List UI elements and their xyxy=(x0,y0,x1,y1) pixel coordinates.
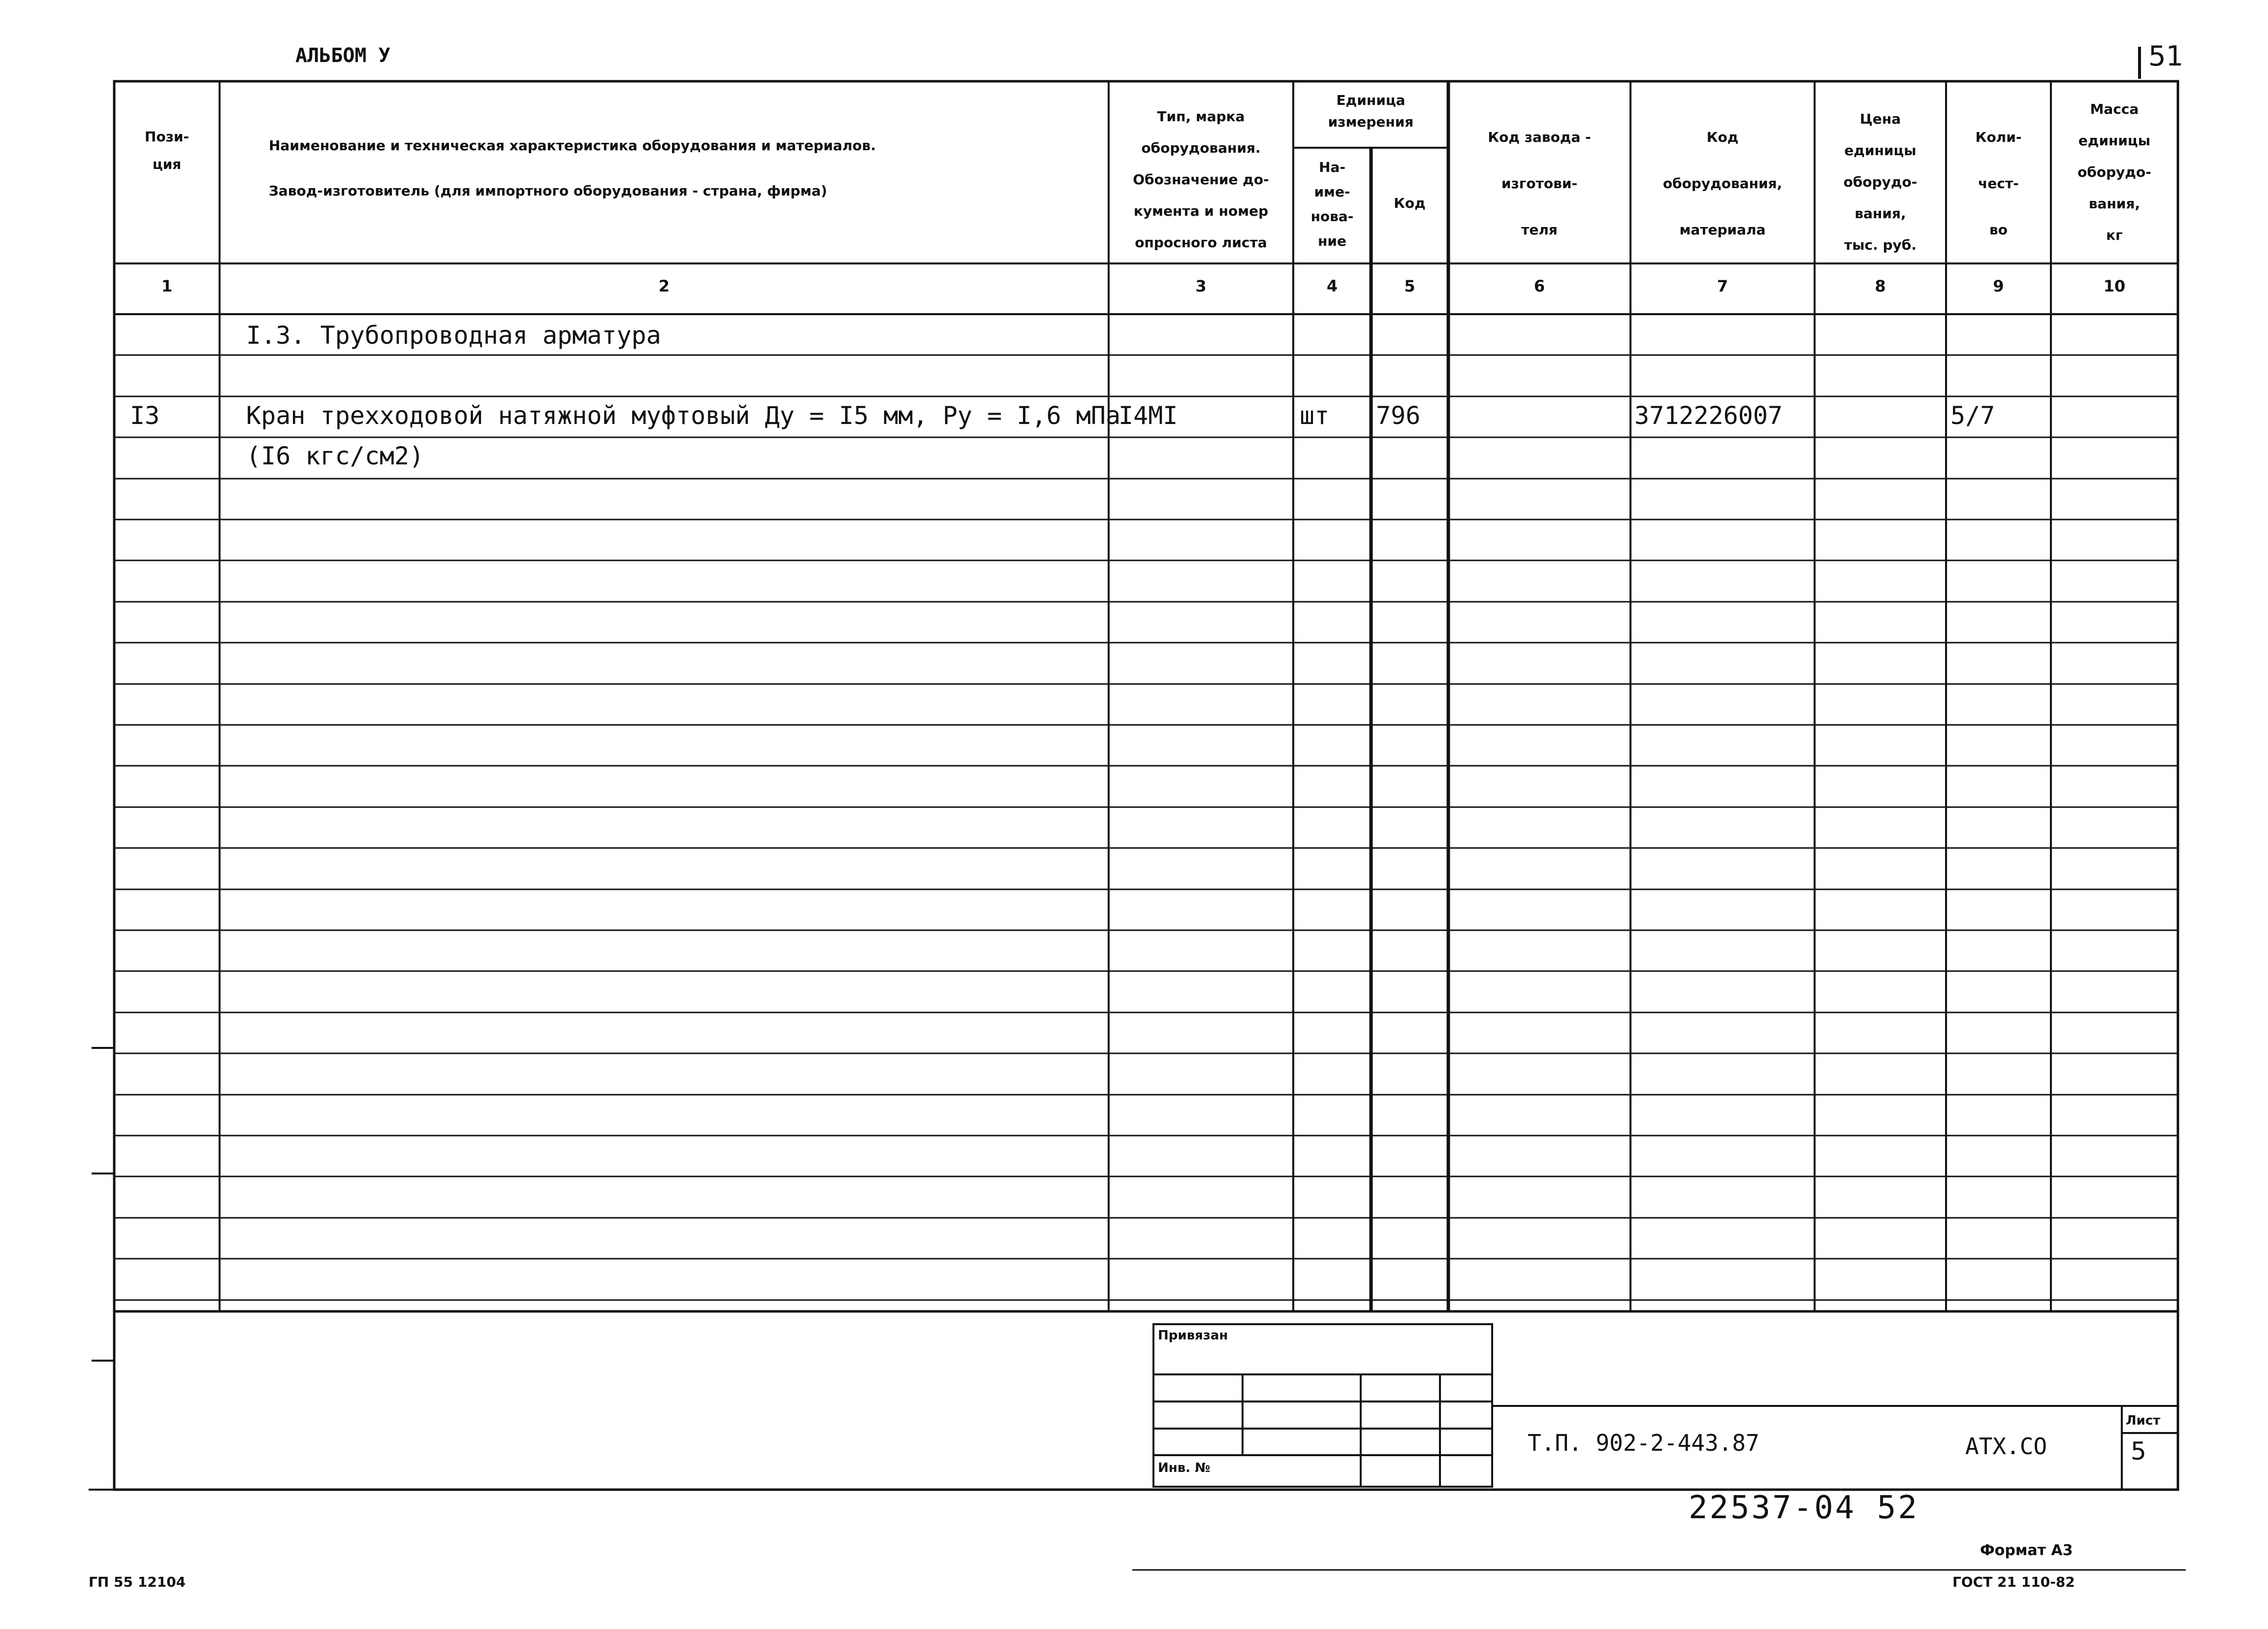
header-mass xyxy=(2051,94,2178,251)
header-line: На- xyxy=(1319,159,1345,175)
header-line: во xyxy=(1989,222,2008,238)
header-line: вания, xyxy=(1854,205,1906,222)
header-line: единицы xyxy=(1844,142,1917,159)
column-number: 6 xyxy=(1533,277,1545,295)
header-line: Наименование и техническая характеристика оборудования и материалов. xyxy=(269,137,876,154)
header-line: Цена xyxy=(1859,111,1901,127)
column-number: 3 xyxy=(1195,277,1207,295)
header-line: оборудования, xyxy=(1662,175,1783,192)
item-name: Кран трехходовой натяжной муфтовый Ду = I5 мм, Ру = I,6 мПа xyxy=(246,401,1121,430)
column-number: 8 xyxy=(1875,277,1886,295)
header-quantity xyxy=(1946,114,2051,253)
header-unit-name xyxy=(1293,155,1371,254)
item-type: I4MI xyxy=(1118,401,1178,430)
header-line: Завод-изготовитель (для импортного оборудования - страна, фирма) xyxy=(269,183,828,199)
header-line: измерения xyxy=(1328,114,1414,130)
header-type xyxy=(1109,101,1293,259)
header-unit-code: Код xyxy=(1394,195,1426,211)
header-line: теля xyxy=(1521,222,1558,238)
header-line: Пози- xyxy=(144,129,190,145)
archive-number: 22537-04 52 xyxy=(1689,1490,1919,1526)
column-number: 1 xyxy=(161,277,173,295)
inventory-number-label: Инв. № xyxy=(1158,1461,1211,1475)
sheet-label: Лист xyxy=(2126,1413,2161,1428)
header-line: оборудо- xyxy=(2077,164,2151,180)
column-number: 2 xyxy=(658,277,670,295)
header-unit-group xyxy=(1293,90,1448,133)
header-line: вания, xyxy=(2088,195,2140,212)
format-label: Формат А3 xyxy=(1980,1542,2073,1559)
header-line: чест- xyxy=(1978,175,2019,192)
column-number: 4 xyxy=(1326,277,1338,295)
item-name-continued: (I6 кгс/см2) xyxy=(246,442,424,470)
column-number: 5 xyxy=(1404,277,1415,295)
header-line: кг xyxy=(2106,227,2123,243)
privyazan-label: Привязан xyxy=(1158,1328,1228,1343)
header-manufacturer-code xyxy=(1448,114,1630,253)
header-line: тыс. руб. xyxy=(1844,237,1917,253)
gost-label: ГОСТ 21 110-82 xyxy=(1952,1574,2075,1590)
header-position xyxy=(114,123,220,178)
item-position: I3 xyxy=(130,401,160,430)
document-code: АТХ.СО xyxy=(1965,1433,2047,1460)
header-line: ция xyxy=(152,156,182,172)
header-line: изготови- xyxy=(1501,175,1578,192)
column-number: 9 xyxy=(1993,277,2004,295)
header-line: ние xyxy=(1318,233,1346,249)
header-line: Масса xyxy=(2090,101,2139,117)
header-line: Код xyxy=(1706,129,1739,145)
header-line: Коли- xyxy=(1975,129,2022,145)
sheet-number: 5 xyxy=(2131,1437,2146,1466)
header-line: Код завода - xyxy=(1488,129,1591,145)
header-price xyxy=(1815,103,1946,261)
table-grid xyxy=(114,81,2178,1311)
header-line: единицы xyxy=(2078,132,2151,149)
margin-ticks xyxy=(92,1048,114,1361)
header-line: Единица xyxy=(1336,92,1406,108)
album-label: АЛЬБОМ У xyxy=(295,44,390,67)
item-equipment-code: 3712226007 xyxy=(1634,401,1783,430)
header-line: Тип, марка xyxy=(1157,108,1245,125)
document-designation: Т.П. 902-2-443.87 xyxy=(1528,1430,1759,1456)
header-line: оборудо- xyxy=(1843,174,1917,190)
item-unit-name: шт xyxy=(1300,401,1330,430)
header-line: оборудования. xyxy=(1141,140,1261,156)
column-number: 10 xyxy=(2103,277,2126,295)
header-equipment-code xyxy=(1630,114,1815,253)
column-number: 7 xyxy=(1717,277,1728,295)
section-title: I.3. Трубопроводная арматура xyxy=(246,321,661,350)
page-number: 51 xyxy=(2148,40,2184,72)
footer-left-code: ГП 55 12104 xyxy=(89,1574,186,1590)
header-line: нова- xyxy=(1310,208,1354,225)
item-quantity: 5/7 xyxy=(1950,401,1995,430)
row-lines xyxy=(114,355,2178,1300)
header-name xyxy=(220,123,1158,214)
header-line: кумента и номер xyxy=(1133,203,1269,219)
header-line: опросного листа xyxy=(1135,234,1267,251)
header-line: име- xyxy=(1314,184,1350,200)
header-line: материала xyxy=(1679,222,1766,238)
item-unit-code: 796 xyxy=(1376,401,1421,430)
header-line: Обозначение до- xyxy=(1133,171,1269,188)
